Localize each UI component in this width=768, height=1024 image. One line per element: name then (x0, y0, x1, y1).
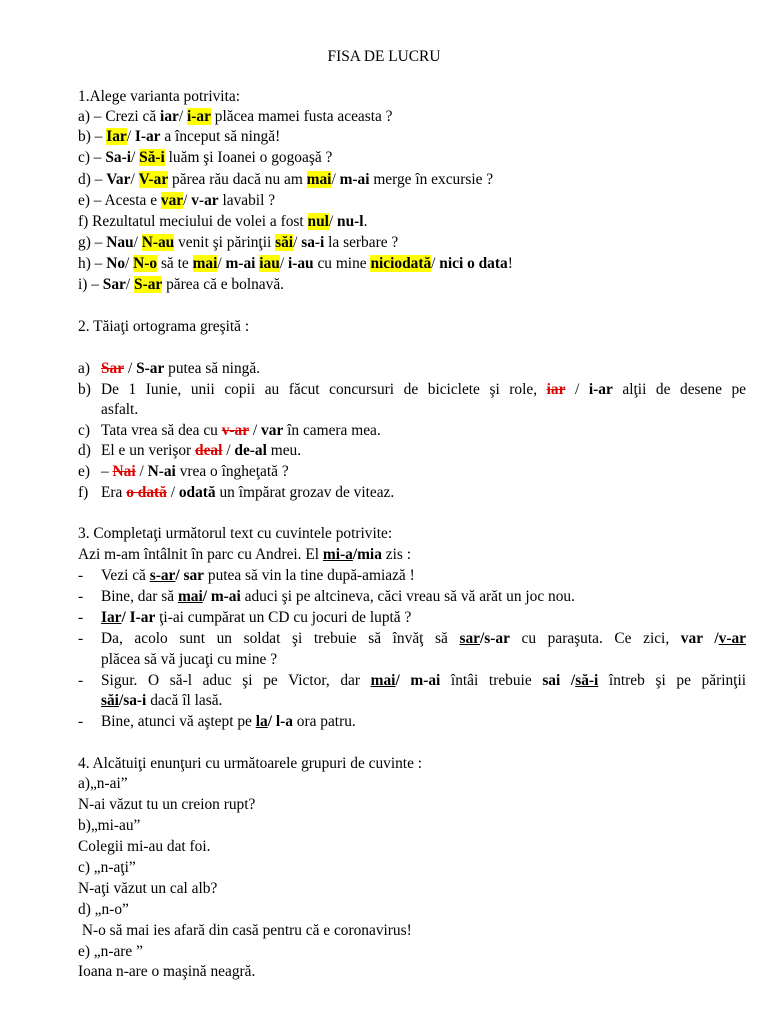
ex4-prompt-c: c) „n-aţi” (78, 859, 136, 876)
ex4-prompt-e: e) „n-are ” (78, 943, 143, 960)
ex3-intro: Azi m-am întâlnit în parc cu Andrei. El mi-a/mia zis : (78, 546, 411, 563)
ex3-heading: 3. Completaţi următorul text cu cuvintele potrivite: (78, 525, 393, 542)
worksheet-title: FISA DE LUCRU (327, 48, 441, 65)
struck-word: deal (195, 442, 223, 459)
ex4-answer-d: N-o să mai ies afară din casă pentru că e coronavirus! (78, 922, 412, 939)
ex4-answer-a: N-ai văzut tu un creion rupt? (78, 796, 256, 813)
worksheet-page: FISA DE LUCRU 1.Alege varianta potrivita: a) – Crezi că iar/ i-ar plăcea mamei fusta aceasta ? b) – Iar/ I-ar a început să ningă! c) – Sa-i/ Să-i luăm şi Ioanei o gogoaşă ? d) – Var/ V-ar părea rău dacă nu am mai/ m-ai merge în excursie ? e) – Acesta e var/ v-ar lavabil ? f) Rezultatul meciului de volei a fost nul/ nu-l. g) – Nau/ N-au venit şi părinţii săi/ sa-i la serbare ? h) – No/ N-o să te mai/ m-ai iau/ i-au cu mine niciodată/ nici o data! i) – Sar/ S-ar părea că e bolnavă. 2. Tăiaţi ortograma greşită : a) Sar / S-ar putea să ningă. b) De 1 Iunie, unii copii au făcut concursuri de biciclete şi role, iar / i-ar alţii de desene pe asfalt. c) Tata vrea să dea cu v-ar / var în camera mea. d) El e un verişor deal / de-al meu. e) – Nai / N-ai vrea o îngheţată ? f) Era o dată / odată un împărat grozav de viteaz. 3. Completaţi următorul text cu cuvintele potrivite: Azi m-am întâlnit în parc cu Andrei. El mi-a/mia zis : - Vezi că s-ar/ sar putea să vin la tine după-amiază ! - Bine, dar să mai/ m-ai aduci şi pe altcineva, căci vreau să vă arăt un joc nou. - Iar/ I-ar ţi-ai cumpărat un CD cu jocuri de luptă ? - Da, acolo sunt un soldat şi trebuie să învăţ să sar/s-ar cu paraşuta. Ce zici, var /v-ar plăcea să vă jucaţi cu mine ? - Sigur. O să-l aduc şi pe Victor, dar mai/ m-ai întâi trebuie sai /să-i întreb şi pe părinţii săi/sa-i dacă îl lasă. - Bine, atunci vă aştept pe la/ l-a ora patru. 4. Alcătuiţi enunţuri cu următoarele grupuri de cuvinte : a)„n-ai” N-ai văzut tu un creion rupt? b)„mi-au” Colegii mi-au dat foi. c) „n-aţi” N-aţi văzut un cal alb? d) „n-o” N-o să mai ies afară din casă pentru că e coronavirus! e) „n-are ” Ioana n-are o maşină neagră. (0, 0, 768, 1024)
ex4-answer-b: Colegii mi-au dat foi. (78, 838, 211, 855)
ex1-item-e: e) – Acesta e var/ v-ar lavabil ? (78, 192, 276, 209)
ex1-item-h: h) – No/ N-o să te mai/ m-ai iau/ i-au cu mine niciodată/ nici o data! (78, 255, 513, 272)
struck-word: v-ar (221, 422, 250, 439)
ex4-answer-e: Ioana n-are o maşină neagră. (78, 963, 256, 980)
ex1-item-b: b) – Iar/ I-ar a început să ningă! (78, 128, 281, 145)
struck-word: Nai (112, 463, 136, 480)
ex4-prompt-d: d) „n-o” (78, 901, 129, 918)
ex1-heading: 1.Alege varianta potrivita: (78, 88, 240, 105)
ex4-prompt-a: a)„n-ai” (78, 775, 128, 792)
ex1-item-a: a) – Crezi că iar/ i-ar plăcea mamei fusta aceasta ? (78, 108, 393, 125)
ex4-answer-c: N-aţi văzut un cal alb? (78, 880, 218, 897)
ex1-item-c: c) – Sa-i/ Să-i luăm şi Ioanei o gogoaşă ? (78, 149, 333, 166)
struck-word: o dată (126, 484, 167, 501)
ex4-prompt-b: b)„mi-au” (78, 817, 141, 834)
ex1-item-d: d) – Var/ V-ar părea rău dacă nu am mai/ m-ai merge în excursie ? (78, 171, 494, 188)
struck-word: Sar (101, 360, 125, 377)
ex1-item-f: f) Rezultatul meciului de volei a fost nul/ nu-l. (78, 213, 368, 230)
ex1-item-i: i) – Sar/ S-ar părea că e bolnavă. (78, 276, 284, 293)
ex4-heading: 4. Alcătuiţi enunţuri cu următoarele grupuri de cuvinte : (78, 755, 423, 772)
struck-word: iar (546, 381, 566, 398)
ex2-heading: 2. Tăiaţi ortograma greşită : (78, 318, 250, 335)
ex1-item-g: g) – Nau/ N-au venit şi părinţii săi/ sa-i la serbare ? (78, 234, 399, 251)
